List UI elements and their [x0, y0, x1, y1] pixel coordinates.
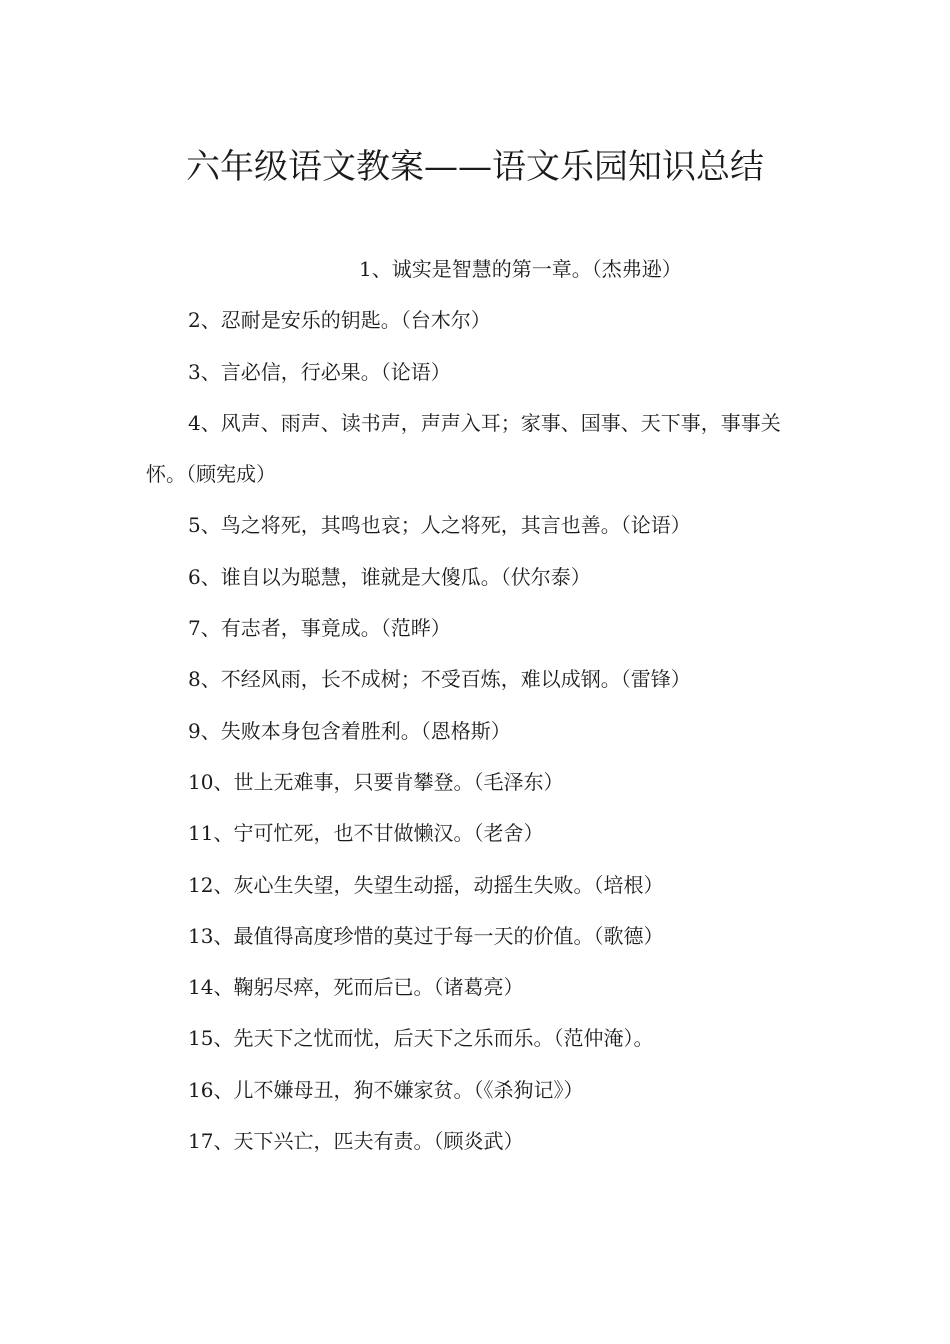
quote-item-6: 6、谁自以为聪慧，谁就是大傻瓜。（伏尔泰） [188, 564, 591, 589]
quote-item-9: 9、失败本身包含着胜利。（恩格斯） [188, 718, 511, 743]
quote-item-12: 12、灰心生失望，失望生动摇，动摇生失败。（培根） [188, 872, 664, 897]
quote-item-13: 13、最值得高度珍惜的莫过于每一天的价值。（歌德） [188, 923, 664, 948]
quote-item-14: 14、鞠躬尽瘁，死而后已。（诸葛亮） [188, 975, 524, 1000]
quote-item-8: 8、不经风雨，长不成树；不受百炼，难以成钢。（雷锋） [188, 667, 691, 692]
quote-item-1: 1、诚实是智慧的第一章。（杰弗逊） [359, 257, 682, 281]
quote-item-17: 17、天下兴亡，匹夫有责。（顾炎武） [188, 1129, 524, 1154]
quote-item-4: 4、风声、雨声、读书声，声声入耳；家事、国事、天下事，事事关怀。（顾宪成） [146, 410, 781, 487]
quote-item-5: 5、鸟之将死，其鸣也哀；人之将死，其言也善。（论语） [188, 513, 691, 538]
document-title: 六年级语文教案——语文乐园知识总结 [186, 146, 764, 187]
quote-item-15: 15、先天下之忧而忧，后天下之乐而乐。（范仲淹）。 [188, 1026, 654, 1051]
quote-item-3: 3、言必信，行必果。（论语） [188, 359, 451, 384]
quote-item-16: 16、儿不嫌母丑，狗不嫌家贫。（《杀狗记》） [188, 1077, 584, 1102]
quote-item-10: 10、世上无难事，只要肯攀登。（毛泽东） [188, 769, 564, 794]
quote-item-2: 2、忍耐是安乐的钥匙。（台木尔） [188, 308, 491, 333]
quote-item-7: 7、有志者，事竟成。（范晔） [188, 616, 451, 641]
quote-list [146, 244, 810, 1167]
quote-item-11: 11、宁可忙死，也不甘做懒汉。（老舍） [188, 821, 544, 846]
